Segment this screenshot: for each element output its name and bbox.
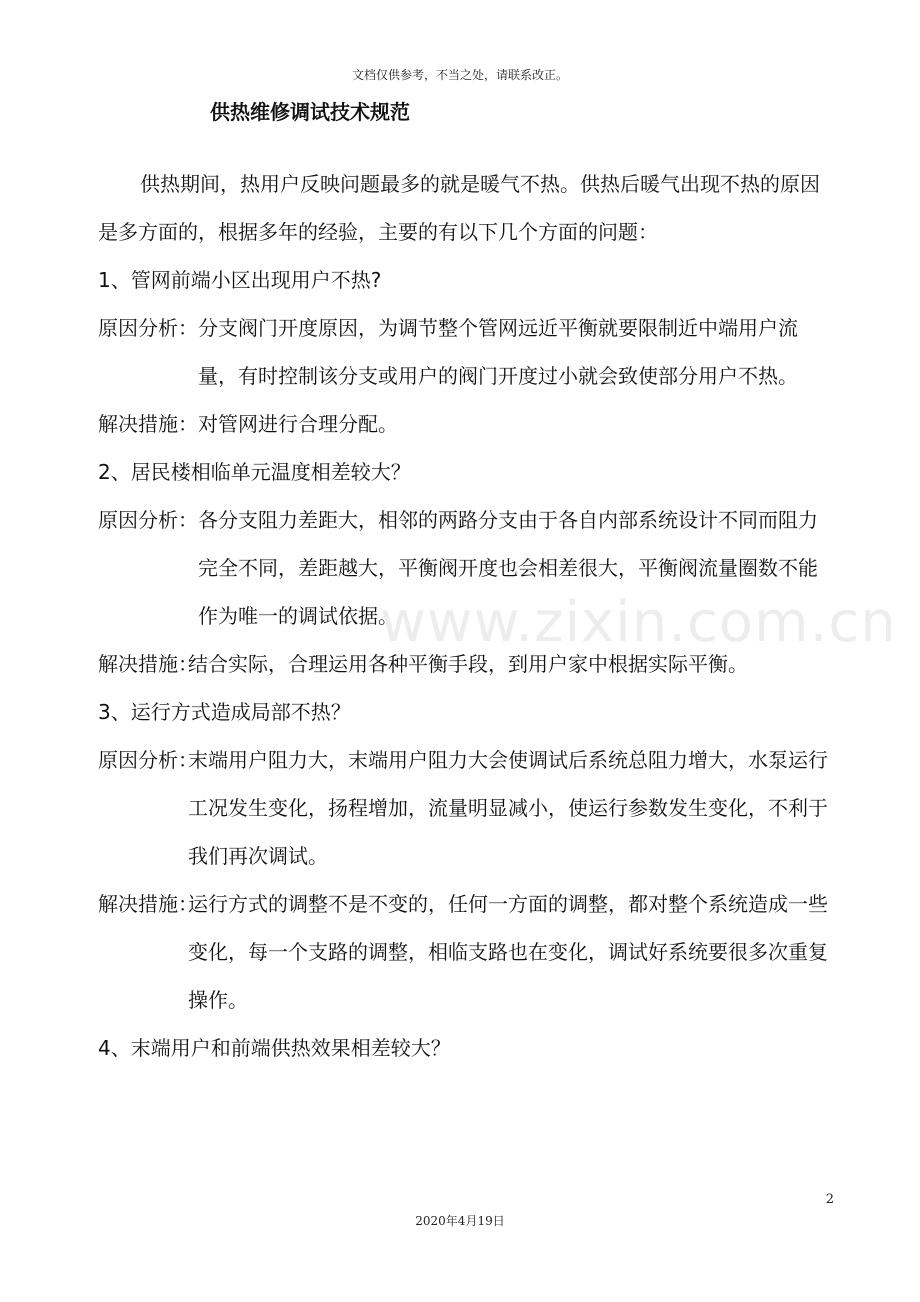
solution-text: 结合实际，合理运用各种平衡手段，到用户家中根据实际平衡。 [188,652,748,676]
solution-1 [98,400,828,448]
solution-3 [98,880,828,1024]
footer-date: 2020年4月19日 [415,1214,505,1228]
solution-2 [98,640,828,688]
question-3: 3、运行方式造成局部不热？ [98,700,351,724]
document-body [98,160,828,1072]
cause-text: 末端用户阻力大，末端用户阻力大会使调试后系统总阻力增大，水泵运行工况发生变化，扬程增加，流量明显减小，使运行参数发生变化，不利于我们再次调试。 [188,748,828,868]
question-4: 4、末端用户和前端供热效果相差较大？ [98,1036,451,1060]
solution-text: 对管网进行合理分配。 [198,412,398,436]
watermark-text: www.zixin.com.cn [380,590,897,655]
cause-label: 原因分析： [98,316,198,340]
cause-label: 原因分析： [98,748,198,772]
page-number: 2 [825,1192,834,1207]
question-2: 2、居民楼相临单元温度相差较大？ [98,460,411,484]
cause-text: 分支阀门开度原因，为调节整个管网远近平衡就要限制近中端用户流量，有时控制该分支或用户的阀门开度过小就会致使部分用户不热。 [198,316,798,388]
cause-analysis-2 [98,496,828,640]
header-disclaimer: 文档仅供参考，不当之处，请联系改正。 [351,68,568,82]
cause-label: 原因分析： [98,508,198,532]
solution-label: 解决措施： [98,652,198,676]
solution-label: 解决措施： [98,892,198,916]
solution-label: 解决措施： [98,412,198,436]
cause-analysis-3 [98,736,828,880]
intro-paragraph: 供热期间，热用户反映问题最多的就是暖气不热。供热后暖气出现不热的原因是多方面的，根据多年的经验，主要的有以下几个方面的问题： [98,172,820,244]
cause-text: 各分支阻力差距大，相邻的两路分支由于各自内部系统设计不同而阻力完全不同，差距越大，平衡阀开度也会相差很大，平衡阀流量圈数不能作为唯一的调试依据。 [198,508,818,628]
document-title: 供热维修调试技术规范 [210,100,410,124]
solution-text: 运行方式的调整不是不变的，任何一方面的调整，都对整个系统造成一些变化，每一个支路的调整，相临支路也在变化，调试好系统要很多次重复操作。 [188,892,828,1012]
question-1: 1、管网前端小区出现用户不热? [98,268,382,292]
cause-analysis-1 [98,304,828,400]
